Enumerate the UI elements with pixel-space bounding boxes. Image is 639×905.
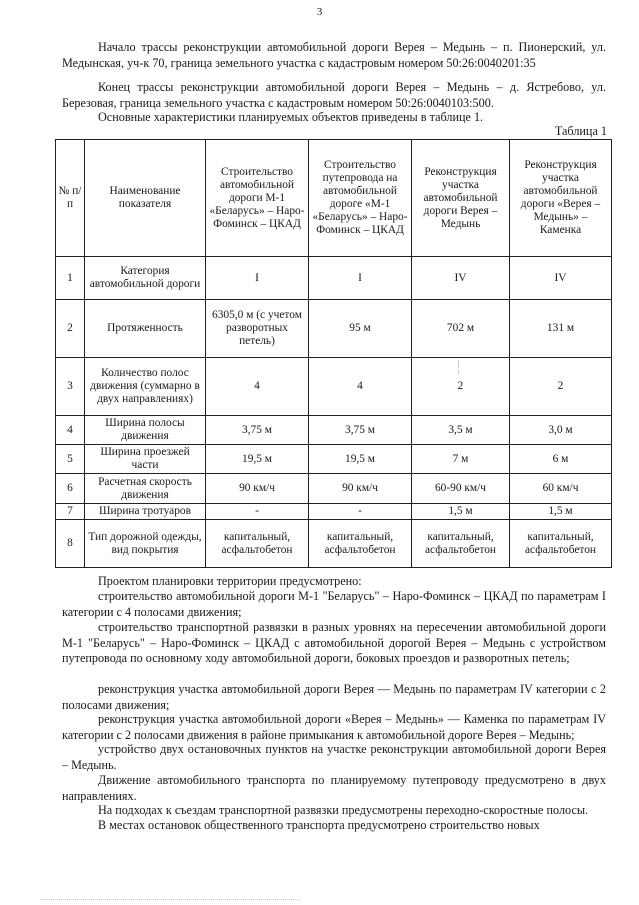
table-cell: 4	[56, 416, 85, 445]
table-cell: 5	[56, 445, 85, 474]
table-cell: 3,75 м	[309, 416, 412, 445]
table-cell: 1	[56, 257, 85, 300]
header-cell: Наименование показателя	[85, 140, 206, 257]
body-paragraph: строительство автомобильной дороги М-1 "Беларусь" – Наро-Фоминск – ЦКАД по параметрам I категории с 4 полосами движения;	[62, 589, 606, 619]
table-cell: Количество полос движения (суммарно в двух направлениях)	[85, 358, 206, 416]
table-row	[56, 300, 612, 358]
intro-paragraph-table-ref: Основные характеристики планируемых объектов приведены в таблице 1.	[98, 110, 484, 124]
page-number: 3	[316, 6, 323, 18]
table-row	[56, 504, 612, 520]
table-caption: Таблица 1	[554, 124, 607, 138]
table-cell: 6	[56, 474, 85, 504]
table-cell: 3,75 м	[206, 416, 309, 445]
table-cell: 1,5 м	[510, 504, 612, 520]
table-cell: 702 м	[412, 300, 510, 358]
table-cell: IV	[412, 257, 510, 300]
table-cell: 60-90 км/ч	[412, 474, 510, 504]
table-cell: 8	[56, 520, 85, 568]
table-cell: Ширина полосы движения	[85, 416, 206, 445]
header-cell: Строительство путепровода на автомобильной дороге «М-1 «Беларусь» – Наро-Фоминск – ЦКАД	[309, 140, 412, 257]
table-cell: 3	[56, 358, 85, 416]
table-cell: 4	[206, 358, 309, 416]
table-cell: 19,5 м	[309, 445, 412, 474]
table-row	[56, 474, 612, 504]
table-cell: 3,5 м	[412, 416, 510, 445]
scan-artifact	[40, 899, 300, 901]
body-paragraph: На подходах к съездам транспортной развязки предусмотрены переходно-скоростные полосы.	[98, 803, 589, 817]
header-cell: Реконструкция участка автомобильной дороги «Верея – Медынь» – Каменка	[510, 140, 612, 257]
table-cell: -	[206, 504, 309, 520]
table-cell: Расчетная скорость движения	[85, 474, 206, 504]
body-paragraph: строительство транспортной развязки в разных уровнях на пересечении автомобильной дороги М-1 "Беларусь" – Наро-Фоминск – ЦКАД с автомобильной дорогой Верея – Медынь с устройством путепровода по основному ходу автомобильной дороги, боковых проездов и разворотных петель;	[62, 620, 606, 665]
table-cell: 2	[412, 358, 510, 416]
table-cell: 1,5 м	[412, 504, 510, 520]
table-cell: IV	[510, 257, 612, 300]
table-cell: 19,5 м	[206, 445, 309, 474]
table-cell: капитальный, асфальтобетон	[206, 520, 309, 568]
body-paragraph: устройство двух остановочных пунктов на участке реконструкции автомобильной дороги Верея – Медынь.	[62, 742, 606, 772]
body-paragraph: реконструкция участка автомобильной дороги «Верея – Медынь» — Каменка по параметрам IV категории с 2 полосами движения в районе примыкания к автомобильной дороге Верея – Медынь;	[62, 712, 606, 742]
table-cell: Тип дорожной одежды, вид покрытия	[85, 520, 206, 568]
table-cell: 90 км/ч	[206, 474, 309, 504]
table-cell: 3,0 м	[510, 416, 612, 445]
body-paragraph: В местах остановок общественного транспорта предусмотрено строительство новых	[98, 818, 540, 832]
table-cell: 90 км/ч	[309, 474, 412, 504]
table-row	[56, 358, 612, 416]
body-paragraph: Проектом планировки территории предусмотрено:	[98, 574, 362, 588]
table-cell: 6305,0 м (с учетом разворотных петель)	[206, 300, 309, 358]
table-cell: I	[309, 257, 412, 300]
table-row	[56, 257, 612, 300]
table-cell: -	[309, 504, 412, 520]
table-cell: 7	[56, 504, 85, 520]
table-cell: Категория автомобильной дороги	[85, 257, 206, 300]
body-paragraph: Движение автомобильного транспорта по планируемому путепроводу предусмотрено в двух направлениях.	[62, 773, 606, 803]
table-cell: Протяженность	[85, 300, 206, 358]
characteristics-table	[55, 139, 612, 568]
table-row	[56, 520, 612, 568]
table-row	[56, 445, 612, 474]
intro-paragraph-start: Начало трассы реконструкции автомобильной дороги Верея – Медынь – п. Пионерский, ул. Медынская, уч-к 70, граница земельного участка с кадастровым номером 50:26:0040201:35	[62, 40, 606, 70]
table-cell: 60 км/ч	[510, 474, 612, 504]
header-cell: № п/п	[56, 140, 85, 257]
table-cell: 4	[309, 358, 412, 416]
table-cell: капитальный, асфальтобетон	[412, 520, 510, 568]
table-cell: капитальный, асфальтобетон	[510, 520, 612, 568]
table-cell: Ширина тротуаров	[85, 504, 206, 520]
table-header-row	[56, 140, 612, 257]
body-paragraph: реконструкция участка автомобильной дороги Верея — Медынь по параметрам IV категории с 2 полосами движения;	[62, 682, 606, 712]
intro-paragraph-end: Конец трассы реконструкции автомобильной дороги Верея – Медынь – д. Ястребово, ул. Березовая, граница земельного участка с кадастровым номером 50:26:0040103:500.	[62, 80, 606, 110]
table-cell: 2	[56, 300, 85, 358]
table-cell: 7 м	[412, 445, 510, 474]
table-row	[56, 416, 612, 445]
header-cell: Реконструкция участка автомобильной дороги Верея – Медынь	[412, 140, 510, 257]
table-cell: 6 м	[510, 445, 612, 474]
header-cell: Строительство автомобильной дороги М-1 «Беларусь» – Наро-Фоминск – ЦКАД	[206, 140, 309, 257]
table-cell: 2	[510, 358, 612, 416]
table-cell: 131 м	[510, 300, 612, 358]
table-cell: капитальный, асфальтобетон	[309, 520, 412, 568]
scan-mark	[458, 360, 460, 374]
table-cell: I	[206, 257, 309, 300]
table-cell: Ширина проезжей части	[85, 445, 206, 474]
table-cell: 95 м	[309, 300, 412, 358]
